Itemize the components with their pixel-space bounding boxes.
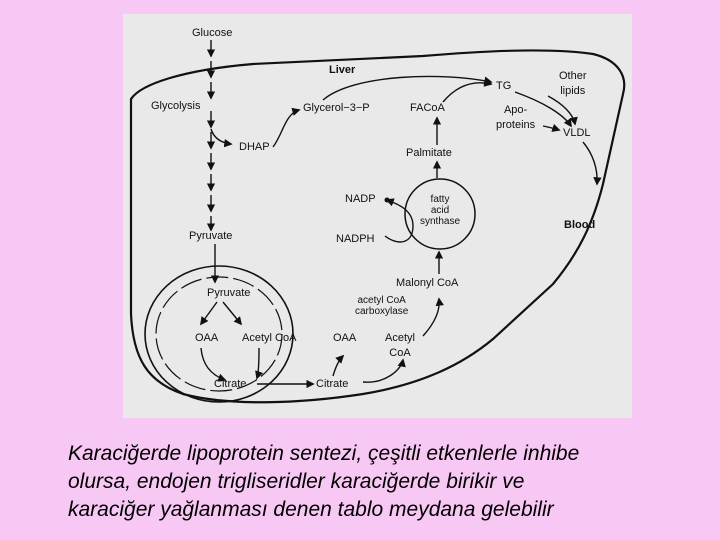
label-apo-1: Apo- (503, 104, 528, 116)
label-glucose: Glucose (192, 27, 233, 39)
label-other-1: Other (559, 70, 587, 82)
pathway-diagram (123, 14, 632, 418)
arrow-dhap-glycerol (273, 110, 299, 147)
label-fas-3: synthase (419, 216, 461, 227)
label-acetyl-1: Acetyl (385, 332, 415, 344)
arrow-facoa-tg (443, 83, 491, 102)
label-pyruvate-mito: Pyruvate (207, 287, 251, 299)
label-nadph: NADPH (336, 233, 375, 245)
label-dhap: DHAP (239, 141, 270, 153)
arrow-nadph-nadp (385, 200, 413, 242)
label-enzyme-2: carboxylase (355, 306, 409, 317)
label-citrate-mito: Citrate (214, 378, 247, 390)
label-glycolysis: Glycolysis (151, 100, 201, 112)
label-tg: TG (496, 80, 512, 92)
label-malonyl-coa: Malonyl CoA (396, 277, 459, 289)
label-blood: Blood (564, 219, 596, 231)
arrow-other-lipids (548, 96, 575, 124)
label-vldl: VLDL (563, 127, 591, 139)
label-fas-2: acid (430, 205, 450, 216)
label-liver: Liver (329, 64, 356, 76)
label-oaa-mito: OAA (195, 332, 219, 344)
liver-cell-outline (131, 50, 624, 402)
label-other-lipids (559, 70, 587, 97)
arrow-pyr-oaa (201, 302, 217, 324)
arrow-to-dhap (211, 129, 231, 144)
arrow-acetyl-citrate (257, 348, 259, 378)
label-acetylcoa-mito: Acetyl CoA (242, 332, 297, 344)
arrow-oaa-citrate (201, 348, 225, 380)
label-facoa: FACoA (410, 102, 445, 114)
label-acetyl-2: CoA (389, 347, 411, 359)
arrow-citrate-oaa (333, 356, 343, 376)
label-palmitate: Palmitate (406, 147, 452, 159)
caption-line-3: karaciğer yağlanması denen tablo meydana gelebilir (68, 498, 554, 521)
arrow-apoproteins (543, 126, 559, 130)
label-apo-2: proteins (496, 119, 536, 131)
label-enzyme (355, 295, 408, 317)
arrow-glycerol-tg (323, 76, 491, 100)
label-pyruvate-cytosol: Pyruvate (189, 230, 233, 242)
nadp-dot (385, 198, 390, 203)
pathway-figure (123, 14, 632, 418)
label-fas-1: fatty (430, 194, 450, 205)
arrow-acetyl-malonyl (423, 299, 439, 336)
arrow-citrate-acetyl (363, 360, 403, 382)
label-nadp: NADP (345, 193, 376, 205)
arrow-pyr-acetyl (223, 302, 241, 324)
label-apoproteins (496, 104, 535, 131)
label-acetylcoa-cytosol (385, 332, 415, 359)
label-enzyme-1: acetyl CoA (357, 295, 406, 306)
label-oaa-cytosol: OAA (333, 332, 357, 344)
label-citrate-cytosol: Citrate (316, 378, 349, 390)
caption-line-1: Karaciğerde lipoprotein sentezi, çeşitli etkenlerle inhibe (68, 442, 580, 465)
caption (68, 440, 708, 524)
label-glycerol-3-p: Glycerol−3−P (303, 102, 370, 114)
label-fas (418, 194, 462, 227)
caption-line-2: olursa, endojen trigliseridler karaciğerde birikir ve (68, 470, 525, 493)
arrow-vldl-blood (583, 142, 597, 184)
label-other-2: lipids (560, 85, 586, 97)
